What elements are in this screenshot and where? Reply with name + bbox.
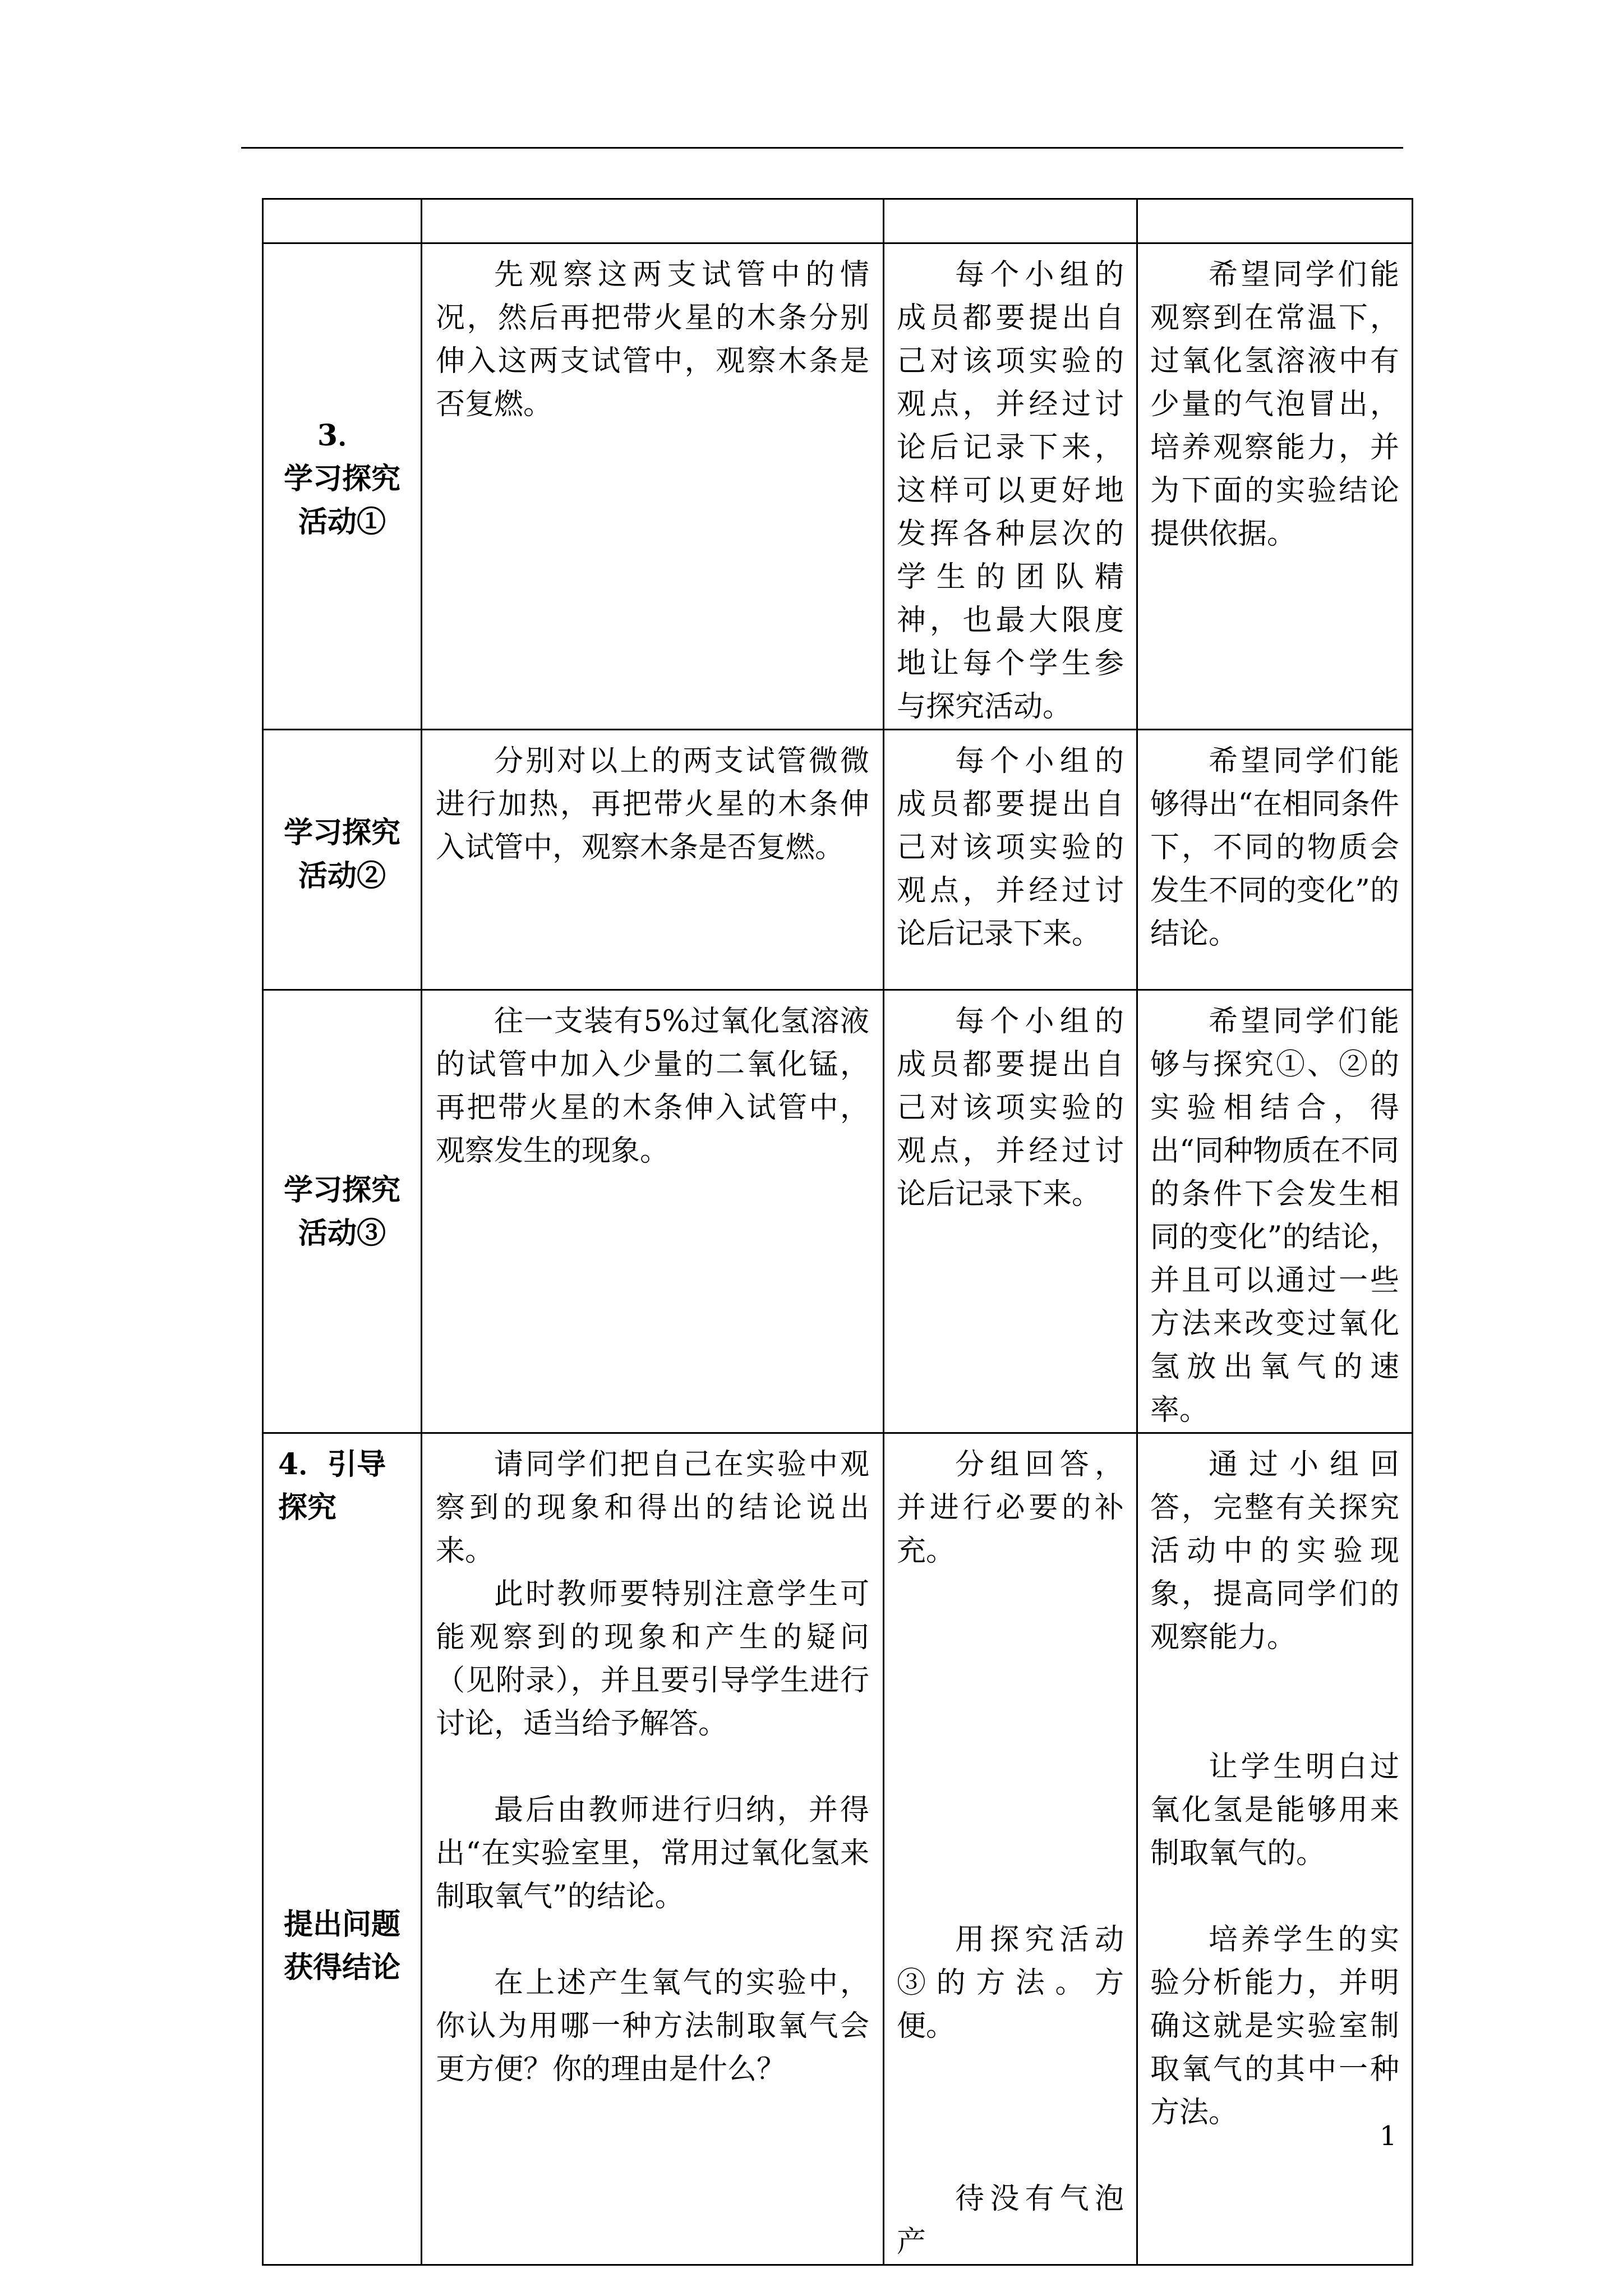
table-row (263, 243, 1413, 730)
design-intent-cell (1137, 199, 1413, 243)
stage-cell (263, 1433, 422, 2265)
teacher-activity-cell (422, 243, 884, 730)
table-row (263, 199, 1413, 243)
teacher-text: 先观察这两支试管中的情况，然后再把带火星的木条分别伸入这两支试管中，观察木条是否复燃。 (436, 258, 869, 421)
student-activity-cell (884, 1433, 1137, 2265)
student-activity-cell (884, 199, 1137, 243)
stage-label: 3． 学习探究 活动① (283, 418, 400, 539)
student-text: 用探究活动③的方法。方便。 (897, 1923, 1124, 2043)
teacher-text: 最后由教师进行归纳，并得出“在实验室里，常用过氧化氢来制取氧气”的结论。 (436, 1793, 869, 1913)
lesson-plan-table (262, 198, 1413, 2266)
student-text: 每个小组的成员都要提出自己对该项实验的观点，并经过讨论后记录下来。 (897, 744, 1124, 951)
stage-cell (263, 990, 422, 1433)
stage-cell (263, 730, 422, 990)
student-text: 每个小组的成员都要提出自己对该项实验的观点，并经过讨论后记录下来，这样可以更好地发挥各种层次的学生的团队精神，也最大限度地让每个学生参与探究活动。 (897, 258, 1124, 724)
student-activity-cell (884, 243, 1137, 730)
teacher-activity-cell (422, 1433, 884, 2265)
student-activity-cell (884, 990, 1137, 1433)
design-intent-cell (1137, 243, 1413, 730)
table-row (263, 730, 1413, 990)
stage-label: 4．引导探究 (278, 1447, 386, 1525)
teacher-activity-cell (422, 199, 884, 243)
teacher-activity-cell (422, 730, 884, 990)
design-intent-cell (1137, 990, 1413, 1433)
teacher-text: 分别对以上的两支试管微微进行加热，再把带火星的木条伸入试管中，观察木条是否复燃。 (436, 744, 869, 864)
design-intent-cell (1137, 1433, 1413, 2265)
stage-label-secondary: 提出问题 获得结论 (283, 1907, 400, 1985)
student-text: 分组回答，并进行必要的补充。 (897, 1448, 1124, 1568)
teacher-text: 请同学们把自己在实验中观察到的现象和得出的结论说出来。 (436, 1448, 869, 1568)
page-number: 1 (1380, 2120, 1397, 2152)
teacher-text: 在上述产生氧气的实验中，你认为用哪一种方法制取氧气会更方便？你的理由是什么？ (436, 1966, 869, 2086)
intent-text: 希望同学们能观察到在常温下，过氧化氢溶液中有少量的气泡冒出，培养观察能力，并为下面的实验结论提供依据。 (1150, 258, 1399, 551)
intent-text: 培养学生的实验分析能力，并明确这就是实验室制取氧气的其中一种方法。 (1150, 1923, 1399, 2129)
intent-text: 希望同学们能够得出“在相同条件下，不同的物质会发生不同的变化”的结论。 (1150, 744, 1399, 951)
intent-text: 通过小组回答，完整有关探究活动中的实验现象，提高同学们的观察能力。 (1150, 1448, 1399, 1654)
stage-cell (263, 199, 422, 243)
intent-text: 让学生明白过氧化氢是能够用来制取氧气的。 (1150, 1750, 1399, 1870)
student-text: 待没有气泡产 (897, 2182, 1124, 2259)
teacher-text: 往一支装有5%过氧化氢溶液的试管中加入少量的二氧化锰，再把带火星的木条伸入试管中，观察发生的现象。 (436, 1005, 869, 1168)
student-activity-cell (884, 730, 1137, 990)
student-text: 每个小组的成员都要提出自己对该项实验的观点，并经过讨论后记录下来。 (897, 1005, 1124, 1211)
header-rule (241, 147, 1403, 149)
stage-cell (263, 243, 422, 730)
intent-text: 希望同学们能够与探究①、②的实验相结合，得出“同种物质在不同的条件下会发生相同的变化”的结论，并且可以通过一些方法来改变过氧化氢放出氧气的速率。 (1150, 1005, 1399, 1427)
stage-label: 学习探究 活动③ (283, 1172, 400, 1250)
teacher-activity-cell (422, 990, 884, 1433)
table-row (263, 1433, 1413, 2265)
design-intent-cell (1137, 730, 1413, 990)
teacher-text: 此时教师要特别注意学生可能观察到的现象和产生的疑问（见附录），并且要引导学生进行讨论，适当给予解答。 (436, 1577, 869, 1741)
stage-label: 学习探究 活动② (283, 815, 400, 893)
table-row (263, 990, 1413, 1433)
